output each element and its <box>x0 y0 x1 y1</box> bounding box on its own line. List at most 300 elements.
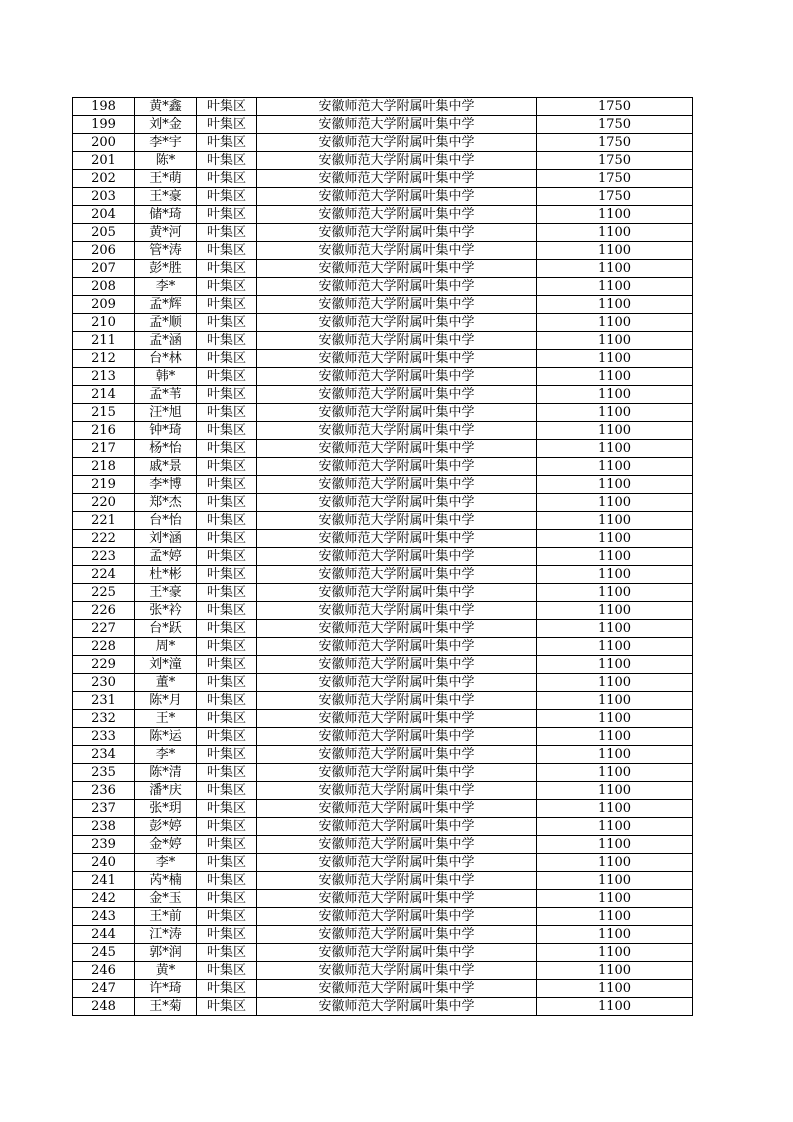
district-cell: 叶集区 <box>197 782 257 800</box>
school-name-cell: 安徽师范大学附属叶集中学 <box>257 98 537 116</box>
district-cell: 叶集区 <box>197 224 257 242</box>
row-number-cell: 201 <box>73 152 135 170</box>
district-cell: 叶集区 <box>197 152 257 170</box>
student-name-cell: 陈*清 <box>135 764 197 782</box>
amount-cell: 1100 <box>537 386 693 404</box>
district-cell: 叶集区 <box>197 602 257 620</box>
student-name-cell: 彭*胜 <box>135 260 197 278</box>
student-name-cell: 王*萌 <box>135 170 197 188</box>
district-cell: 叶集区 <box>197 512 257 530</box>
table-row <box>73 980 693 998</box>
district-cell: 叶集区 <box>197 818 257 836</box>
school-name-cell: 安徽师范大学附属叶集中学 <box>257 440 537 458</box>
district-cell: 叶集区 <box>197 476 257 494</box>
student-name-cell: 汪*旭 <box>135 404 197 422</box>
school-name-cell: 安徽师范大学附属叶集中学 <box>257 638 537 656</box>
row-number-cell: 220 <box>73 494 135 512</box>
row-number-cell: 221 <box>73 512 135 530</box>
district-cell: 叶集区 <box>197 638 257 656</box>
table-row <box>73 728 693 746</box>
amount-cell: 1100 <box>537 746 693 764</box>
district-cell: 叶集区 <box>197 296 257 314</box>
amount-cell: 1100 <box>537 998 693 1016</box>
student-name-cell: 杜*彬 <box>135 566 197 584</box>
student-name-cell: 郭*润 <box>135 944 197 962</box>
row-number-cell: 245 <box>73 944 135 962</box>
amount-cell: 1100 <box>537 548 693 566</box>
table-row <box>73 134 693 152</box>
amount-cell: 1100 <box>537 836 693 854</box>
student-name-cell: 孟*辉 <box>135 296 197 314</box>
student-name-cell: 王*豪 <box>135 584 197 602</box>
student-name-cell: 黄* <box>135 962 197 980</box>
school-name-cell: 安徽师范大学附属叶集中学 <box>257 656 537 674</box>
district-cell: 叶集区 <box>197 764 257 782</box>
student-name-cell: 王*菊 <box>135 998 197 1016</box>
district-cell: 叶集区 <box>197 854 257 872</box>
table-row <box>73 188 693 206</box>
student-name-cell: 王*豪 <box>135 188 197 206</box>
school-name-cell: 安徽师范大学附属叶集中学 <box>257 224 537 242</box>
table-row <box>73 422 693 440</box>
district-cell: 叶集区 <box>197 692 257 710</box>
table-row <box>73 368 693 386</box>
amount-cell: 1100 <box>537 728 693 746</box>
school-name-cell: 安徽师范大学附属叶集中学 <box>257 890 537 908</box>
amount-cell: 1750 <box>537 116 693 134</box>
district-cell: 叶集区 <box>197 890 257 908</box>
district-cell: 叶集区 <box>197 584 257 602</box>
table-row <box>73 242 693 260</box>
student-name-cell: 张*衿 <box>135 602 197 620</box>
school-name-cell: 安徽师范大学附属叶集中学 <box>257 836 537 854</box>
table-row <box>73 548 693 566</box>
table-row <box>73 440 693 458</box>
district-cell: 叶集区 <box>197 746 257 764</box>
table-row <box>73 782 693 800</box>
row-number-cell: 225 <box>73 584 135 602</box>
district-cell: 叶集区 <box>197 350 257 368</box>
school-name-cell: 安徽师范大学附属叶集中学 <box>257 188 537 206</box>
amount-cell: 1100 <box>537 944 693 962</box>
school-name-cell: 安徽师范大学附属叶集中学 <box>257 242 537 260</box>
student-name-cell: 台*怡 <box>135 512 197 530</box>
amount-cell: 1100 <box>537 674 693 692</box>
amount-cell: 1100 <box>537 242 693 260</box>
amount-cell: 1100 <box>537 404 693 422</box>
school-name-cell: 安徽师范大学附属叶集中学 <box>257 332 537 350</box>
amount-cell: 1100 <box>537 530 693 548</box>
amount-cell: 1100 <box>537 296 693 314</box>
row-number-cell: 236 <box>73 782 135 800</box>
district-cell: 叶集区 <box>197 368 257 386</box>
school-name-cell: 安徽师范大学附属叶集中学 <box>257 548 537 566</box>
row-number-cell: 211 <box>73 332 135 350</box>
amount-cell: 1100 <box>537 926 693 944</box>
school-name-cell: 安徽师范大学附属叶集中学 <box>257 764 537 782</box>
student-name-cell: 陈*运 <box>135 728 197 746</box>
student-name-cell: 金*玉 <box>135 890 197 908</box>
row-number-cell: 234 <box>73 746 135 764</box>
school-name-cell: 安徽师范大学附属叶集中学 <box>257 476 537 494</box>
student-name-cell: 孟*婷 <box>135 548 197 566</box>
amount-cell: 1750 <box>537 152 693 170</box>
district-cell: 叶集区 <box>197 926 257 944</box>
district-cell: 叶集区 <box>197 944 257 962</box>
student-name-cell: 台*林 <box>135 350 197 368</box>
amount-cell: 1100 <box>537 962 693 980</box>
amount-cell: 1100 <box>537 206 693 224</box>
student-name-cell: 周* <box>135 638 197 656</box>
row-number-cell: 238 <box>73 818 135 836</box>
amount-cell: 1100 <box>537 260 693 278</box>
student-name-cell: 韩* <box>135 368 197 386</box>
row-number-cell: 240 <box>73 854 135 872</box>
row-number-cell: 199 <box>73 116 135 134</box>
student-name-cell: 黄*河 <box>135 224 197 242</box>
amount-cell: 1100 <box>537 764 693 782</box>
school-name-cell: 安徽师范大学附属叶集中学 <box>257 458 537 476</box>
table-row <box>73 494 693 512</box>
district-cell: 叶集区 <box>197 530 257 548</box>
amount-cell: 1100 <box>537 476 693 494</box>
student-name-cell: 管*涛 <box>135 242 197 260</box>
table-row <box>73 170 693 188</box>
school-name-cell: 安徽师范大学附属叶集中学 <box>257 602 537 620</box>
school-name-cell: 安徽师范大学附属叶集中学 <box>257 422 537 440</box>
student-name-cell: 李* <box>135 746 197 764</box>
amount-cell: 1100 <box>537 710 693 728</box>
row-number-cell: 205 <box>73 224 135 242</box>
table-row <box>73 206 693 224</box>
district-cell: 叶集区 <box>197 728 257 746</box>
school-name-cell: 安徽师范大学附属叶集中学 <box>257 260 537 278</box>
school-name-cell: 安徽师范大学附属叶集中学 <box>257 170 537 188</box>
subsidy-table <box>72 97 693 1016</box>
school-name-cell: 安徽师范大学附属叶集中学 <box>257 404 537 422</box>
district-cell: 叶集区 <box>197 656 257 674</box>
table-row <box>73 476 693 494</box>
row-number-cell: 198 <box>73 98 135 116</box>
student-name-cell: 刘*涵 <box>135 530 197 548</box>
table-row <box>73 116 693 134</box>
table-row <box>73 638 693 656</box>
student-name-cell: 储*琦 <box>135 206 197 224</box>
school-name-cell: 安徽师范大学附属叶集中学 <box>257 386 537 404</box>
row-number-cell: 222 <box>73 530 135 548</box>
district-cell: 叶集区 <box>197 980 257 998</box>
amount-cell: 1100 <box>537 494 693 512</box>
table-row <box>73 98 693 116</box>
table-row <box>73 404 693 422</box>
student-name-cell: 金*婷 <box>135 836 197 854</box>
row-number-cell: 207 <box>73 260 135 278</box>
district-cell: 叶集区 <box>197 206 257 224</box>
row-number-cell: 212 <box>73 350 135 368</box>
row-number-cell: 247 <box>73 980 135 998</box>
row-number-cell: 237 <box>73 800 135 818</box>
amount-cell: 1100 <box>537 566 693 584</box>
row-number-cell: 210 <box>73 314 135 332</box>
row-number-cell: 239 <box>73 836 135 854</box>
amount-cell: 1100 <box>537 890 693 908</box>
amount-cell: 1100 <box>537 422 693 440</box>
row-number-cell: 213 <box>73 368 135 386</box>
student-name-cell: 张*玥 <box>135 800 197 818</box>
district-cell: 叶集区 <box>197 566 257 584</box>
district-cell: 叶集区 <box>197 278 257 296</box>
district-cell: 叶集区 <box>197 674 257 692</box>
district-cell: 叶集区 <box>197 134 257 152</box>
table-row <box>73 692 693 710</box>
row-number-cell: 231 <box>73 692 135 710</box>
amount-cell: 1100 <box>537 278 693 296</box>
district-cell: 叶集区 <box>197 962 257 980</box>
row-number-cell: 203 <box>73 188 135 206</box>
district-cell: 叶集区 <box>197 170 257 188</box>
school-name-cell: 安徽师范大学附属叶集中学 <box>257 692 537 710</box>
table-row <box>73 386 693 404</box>
row-number-cell: 235 <box>73 764 135 782</box>
row-number-cell: 200 <box>73 134 135 152</box>
school-name-cell: 安徽师范大学附属叶集中学 <box>257 350 537 368</box>
table-row <box>73 836 693 854</box>
school-name-cell: 安徽师范大学附属叶集中学 <box>257 980 537 998</box>
amount-cell: 1100 <box>537 854 693 872</box>
table-row <box>73 458 693 476</box>
amount-cell: 1100 <box>537 620 693 638</box>
district-cell: 叶集区 <box>197 260 257 278</box>
amount-cell: 1100 <box>537 224 693 242</box>
table-row <box>73 278 693 296</box>
student-name-cell: 彭*婷 <box>135 818 197 836</box>
district-cell: 叶集区 <box>197 494 257 512</box>
row-number-cell: 229 <box>73 656 135 674</box>
table-row <box>73 746 693 764</box>
row-number-cell: 248 <box>73 998 135 1016</box>
student-name-cell: 李* <box>135 854 197 872</box>
district-cell: 叶集区 <box>197 314 257 332</box>
table-row <box>73 890 693 908</box>
row-number-cell: 232 <box>73 710 135 728</box>
row-number-cell: 216 <box>73 422 135 440</box>
district-cell: 叶集区 <box>197 188 257 206</box>
student-name-cell: 刘*金 <box>135 116 197 134</box>
school-name-cell: 安徽师范大学附属叶集中学 <box>257 584 537 602</box>
table-row <box>73 566 693 584</box>
school-name-cell: 安徽师范大学附属叶集中学 <box>257 710 537 728</box>
amount-cell: 1750 <box>537 98 693 116</box>
row-number-cell: 230 <box>73 674 135 692</box>
district-cell: 叶集区 <box>197 836 257 854</box>
row-number-cell: 241 <box>73 872 135 890</box>
student-name-cell: 潘*庆 <box>135 782 197 800</box>
amount-cell: 1100 <box>537 458 693 476</box>
amount-cell: 1750 <box>537 170 693 188</box>
amount-cell: 1100 <box>537 602 693 620</box>
student-name-cell: 李* <box>135 278 197 296</box>
district-cell: 叶集区 <box>197 440 257 458</box>
amount-cell: 1100 <box>537 692 693 710</box>
table-row <box>73 584 693 602</box>
amount-cell: 1100 <box>537 512 693 530</box>
amount-cell: 1100 <box>537 584 693 602</box>
amount-cell: 1750 <box>537 188 693 206</box>
amount-cell: 1100 <box>537 908 693 926</box>
school-name-cell: 安徽师范大学附属叶集中学 <box>257 746 537 764</box>
school-name-cell: 安徽师范大学附属叶集中学 <box>257 206 537 224</box>
district-cell: 叶集区 <box>197 422 257 440</box>
table-row <box>73 710 693 728</box>
table-row <box>73 656 693 674</box>
row-number-cell: 223 <box>73 548 135 566</box>
school-name-cell: 安徽师范大学附属叶集中学 <box>257 152 537 170</box>
table-row <box>73 872 693 890</box>
table-row <box>73 674 693 692</box>
school-name-cell: 安徽师范大学附属叶集中学 <box>257 116 537 134</box>
row-number-cell: 217 <box>73 440 135 458</box>
table-row <box>73 818 693 836</box>
student-name-cell: 李*博 <box>135 476 197 494</box>
student-name-cell: 陈* <box>135 152 197 170</box>
student-name-cell: 王* <box>135 710 197 728</box>
student-name-cell: 台*跃 <box>135 620 197 638</box>
row-number-cell: 209 <box>73 296 135 314</box>
school-name-cell: 安徽师范大学附属叶集中学 <box>257 512 537 530</box>
school-name-cell: 安徽师范大学附属叶集中学 <box>257 494 537 512</box>
table-row <box>73 350 693 368</box>
row-number-cell: 219 <box>73 476 135 494</box>
row-number-cell: 214 <box>73 386 135 404</box>
student-name-cell: 李*宇 <box>135 134 197 152</box>
school-name-cell: 安徽师范大学附属叶集中学 <box>257 962 537 980</box>
district-cell: 叶集区 <box>197 908 257 926</box>
district-cell: 叶集区 <box>197 548 257 566</box>
school-name-cell: 安徽师范大学附属叶集中学 <box>257 800 537 818</box>
student-name-cell: 孟*涵 <box>135 332 197 350</box>
school-name-cell: 安徽师范大学附属叶集中学 <box>257 818 537 836</box>
table-row <box>73 908 693 926</box>
amount-cell: 1100 <box>537 638 693 656</box>
school-name-cell: 安徽师范大学附属叶集中学 <box>257 998 537 1016</box>
student-name-cell: 董* <box>135 674 197 692</box>
row-number-cell: 215 <box>73 404 135 422</box>
school-name-cell: 安徽师范大学附属叶集中学 <box>257 728 537 746</box>
row-number-cell: 233 <box>73 728 135 746</box>
student-name-cell: 芮*楠 <box>135 872 197 890</box>
district-cell: 叶集区 <box>197 800 257 818</box>
row-number-cell: 204 <box>73 206 135 224</box>
row-number-cell: 242 <box>73 890 135 908</box>
amount-cell: 1100 <box>537 656 693 674</box>
district-cell: 叶集区 <box>197 242 257 260</box>
table-row <box>73 764 693 782</box>
row-number-cell: 227 <box>73 620 135 638</box>
student-name-cell: 刘*潼 <box>135 656 197 674</box>
school-name-cell: 安徽师范大学附属叶集中学 <box>257 278 537 296</box>
school-name-cell: 安徽师范大学附属叶集中学 <box>257 854 537 872</box>
district-cell: 叶集区 <box>197 710 257 728</box>
amount-cell: 1100 <box>537 440 693 458</box>
district-cell: 叶集区 <box>197 872 257 890</box>
school-name-cell: 安徽师范大学附属叶集中学 <box>257 926 537 944</box>
district-cell: 叶集区 <box>197 404 257 422</box>
table-row <box>73 332 693 350</box>
row-number-cell: 206 <box>73 242 135 260</box>
amount-cell: 1100 <box>537 782 693 800</box>
amount-cell: 1100 <box>537 872 693 890</box>
school-name-cell: 安徽师范大学附属叶集中学 <box>257 782 537 800</box>
district-cell: 叶集区 <box>197 386 257 404</box>
table-row <box>73 620 693 638</box>
table-row <box>73 314 693 332</box>
student-name-cell: 郑*杰 <box>135 494 197 512</box>
school-name-cell: 安徽师范大学附属叶集中学 <box>257 908 537 926</box>
table-row <box>73 926 693 944</box>
student-name-cell: 许*琦 <box>135 980 197 998</box>
school-name-cell: 安徽师范大学附属叶集中学 <box>257 314 537 332</box>
amount-cell: 1750 <box>537 134 693 152</box>
student-name-cell: 陈*月 <box>135 692 197 710</box>
school-name-cell: 安徽师范大学附属叶集中学 <box>257 530 537 548</box>
row-number-cell: 226 <box>73 602 135 620</box>
row-number-cell: 208 <box>73 278 135 296</box>
school-name-cell: 安徽师范大学附属叶集中学 <box>257 296 537 314</box>
district-cell: 叶集区 <box>197 116 257 134</box>
table-row <box>73 962 693 980</box>
district-cell: 叶集区 <box>197 98 257 116</box>
amount-cell: 1100 <box>537 314 693 332</box>
student-name-cell: 孟*苇 <box>135 386 197 404</box>
student-name-cell: 杨*怡 <box>135 440 197 458</box>
table-row <box>73 512 693 530</box>
table-row <box>73 998 693 1016</box>
table-row <box>73 944 693 962</box>
school-name-cell: 安徽师范大学附属叶集中学 <box>257 872 537 890</box>
amount-cell: 1100 <box>537 818 693 836</box>
school-name-cell: 安徽师范大学附属叶集中学 <box>257 566 537 584</box>
table-row <box>73 296 693 314</box>
table-row <box>73 224 693 242</box>
student-name-cell: 黄*鑫 <box>135 98 197 116</box>
row-number-cell: 202 <box>73 170 135 188</box>
district-cell: 叶集区 <box>197 458 257 476</box>
district-cell: 叶集区 <box>197 998 257 1016</box>
district-cell: 叶集区 <box>197 620 257 638</box>
row-number-cell: 243 <box>73 908 135 926</box>
student-name-cell: 孟*顺 <box>135 314 197 332</box>
student-name-cell: 江*涛 <box>135 926 197 944</box>
row-number-cell: 244 <box>73 926 135 944</box>
amount-cell: 1100 <box>537 800 693 818</box>
school-name-cell: 安徽师范大学附属叶集中学 <box>257 674 537 692</box>
table-row <box>73 800 693 818</box>
student-name-cell: 钟*琦 <box>135 422 197 440</box>
school-name-cell: 安徽师范大学附属叶集中学 <box>257 944 537 962</box>
amount-cell: 1100 <box>537 350 693 368</box>
table-row <box>73 602 693 620</box>
row-number-cell: 228 <box>73 638 135 656</box>
school-name-cell: 安徽师范大学附属叶集中学 <box>257 134 537 152</box>
amount-cell: 1100 <box>537 368 693 386</box>
table-row <box>73 260 693 278</box>
school-name-cell: 安徽师范大学附属叶集中学 <box>257 368 537 386</box>
amount-cell: 1100 <box>537 980 693 998</box>
district-cell: 叶集区 <box>197 332 257 350</box>
amount-cell: 1100 <box>537 332 693 350</box>
row-number-cell: 246 <box>73 962 135 980</box>
table-row <box>73 530 693 548</box>
